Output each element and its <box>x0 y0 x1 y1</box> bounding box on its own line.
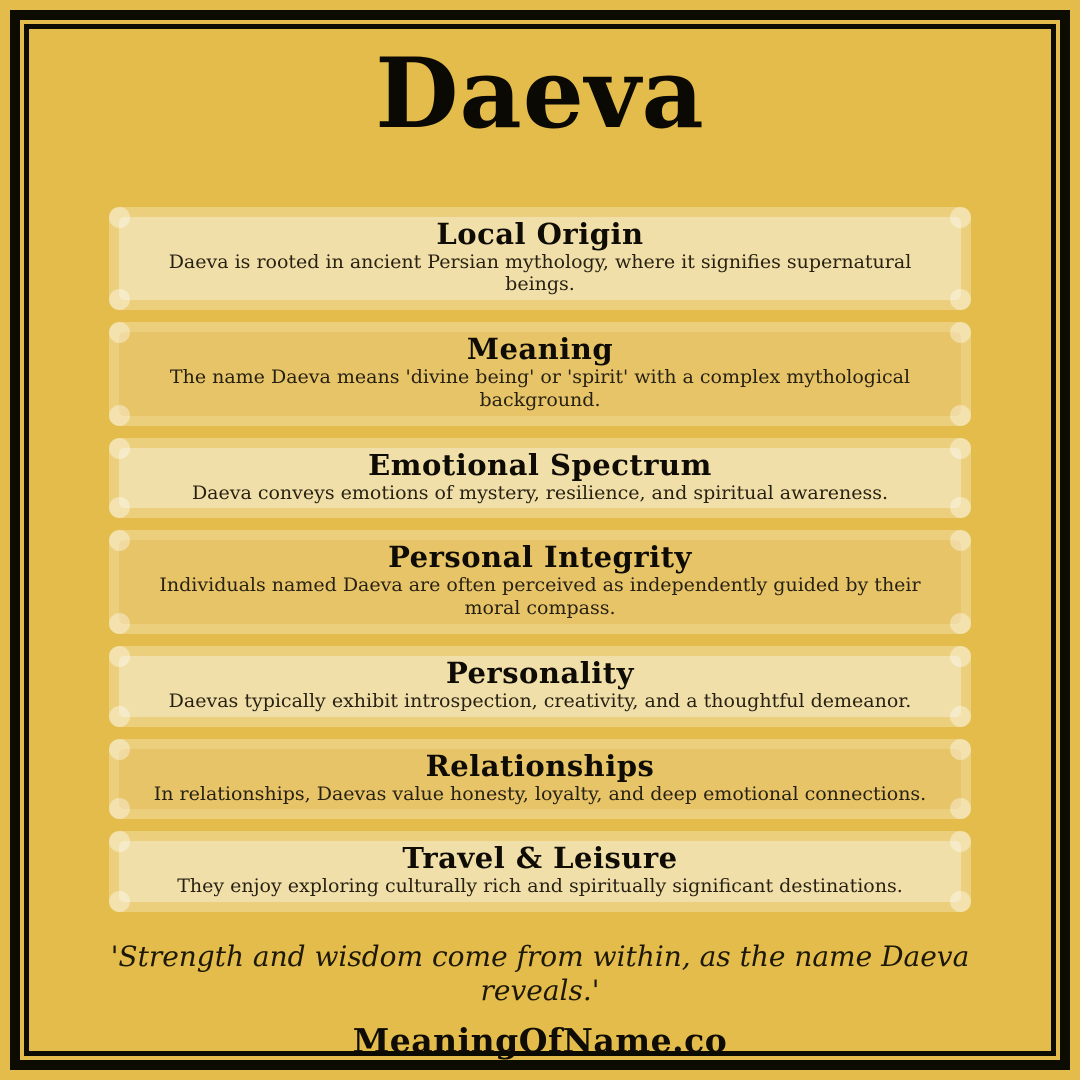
poster-content <box>30 30 1050 1061</box>
cards-list <box>109 207 971 912</box>
card-body-text: Daevas typically exhibit introspection, creativity, and a thoughtful demeanor. <box>168 689 912 712</box>
info-card <box>109 438 971 519</box>
card-heading: Personal Integrity <box>388 540 692 575</box>
corner-pin-icon <box>950 798 971 819</box>
card-heading: Emotional Spectrum <box>368 447 712 482</box>
corner-pin-icon <box>109 891 130 912</box>
card-body-text: Daeva is rooted in ancient Persian mythology, where it signifies supernatural beings. <box>168 250 912 296</box>
brand-name: MeaningOfName.co <box>352 1021 728 1061</box>
corner-pin-icon <box>950 207 971 228</box>
info-card <box>109 530 971 633</box>
corner-pin-icon <box>109 405 130 426</box>
card-body-text: Daeva conveys emotions of mystery, resilience, and spiritual awareness. <box>191 481 889 504</box>
corner-pin-icon <box>109 646 130 667</box>
corner-pin-icon <box>950 530 971 551</box>
corner-pin-icon <box>109 706 130 727</box>
info-card <box>109 646 971 727</box>
info-card-panel <box>119 540 961 623</box>
corner-pin-icon <box>109 289 130 310</box>
info-card-panel <box>119 217 961 300</box>
corner-pin-icon <box>950 646 971 667</box>
info-card <box>109 207 971 310</box>
info-card-panel <box>119 448 961 509</box>
corner-pin-icon <box>950 613 971 634</box>
info-card-panel <box>119 656 961 717</box>
quote-text: 'Strength and wisdom come from within, as the name Daeva reveals.' <box>110 940 970 1007</box>
corner-pin-icon <box>950 289 971 310</box>
corner-pin-icon <box>950 706 971 727</box>
corner-pin-icon <box>950 497 971 518</box>
corner-pin-icon <box>950 891 971 912</box>
corner-pin-icon <box>109 207 130 228</box>
corner-pin-icon <box>109 497 130 518</box>
corner-pin-icon <box>109 739 130 760</box>
corner-pin-icon <box>950 322 971 343</box>
corner-pin-icon <box>950 831 971 852</box>
corner-pin-icon <box>109 438 130 459</box>
card-body-text: They enjoy exploring culturally rich and spiritually significant destinations. <box>177 875 903 898</box>
info-card-panel <box>119 749 961 810</box>
card-heading: Personality <box>445 655 635 690</box>
info-card <box>109 739 971 820</box>
card-body-text: Individuals named Daeva are often perceived as independently guided by their moral compass. <box>159 574 921 620</box>
card-heading: Travel & Leisure <box>402 841 678 876</box>
corner-pin-icon <box>950 405 971 426</box>
card-body-text: The name Daeva means 'divine being' or 'spirit' with a complex mythological background. <box>169 366 911 411</box>
info-card <box>109 831 971 912</box>
corner-pin-icon <box>109 798 130 819</box>
corner-pin-icon <box>950 739 971 760</box>
card-heading: Local Origin <box>436 216 644 251</box>
card-body-text: In relationships, Daevas value honesty, loyalty, and deep emotional connections. <box>153 782 927 805</box>
info-card <box>109 322 971 425</box>
corner-pin-icon <box>109 613 130 634</box>
card-heading: Relationships <box>425 748 655 783</box>
card-heading: Meaning <box>466 332 614 367</box>
corner-pin-icon <box>950 438 971 459</box>
info-card-panel <box>119 332 961 415</box>
page-title: Daeva <box>375 37 705 150</box>
info-card-panel <box>119 841 961 902</box>
